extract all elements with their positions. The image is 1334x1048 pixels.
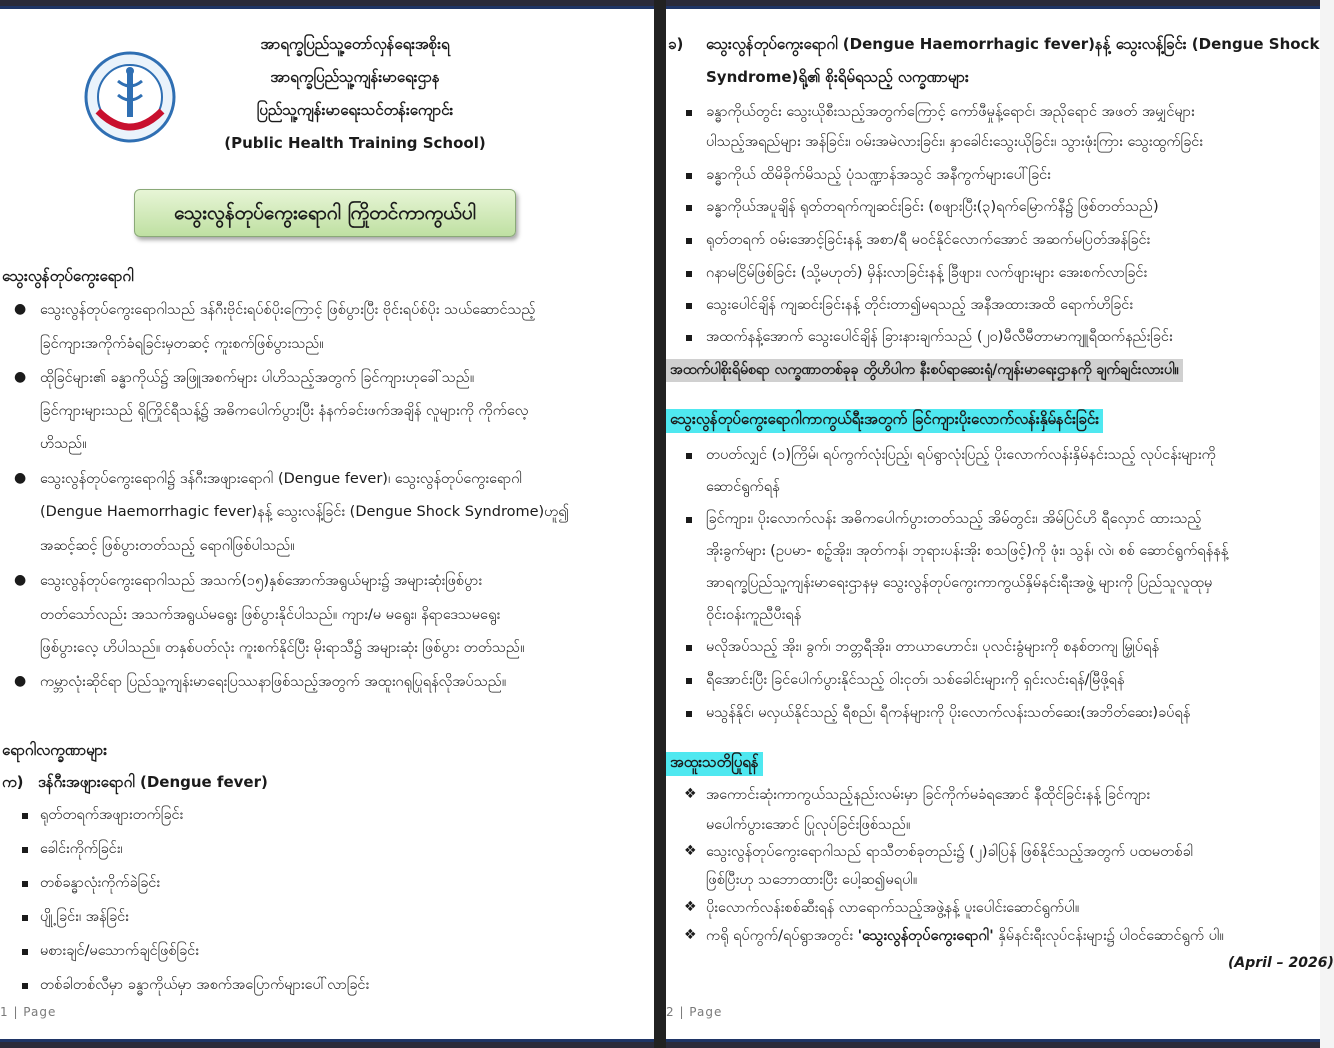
caution-text-c: နှိမ်နင်းရီးလုပ်ငန်းများ၌ ပါဝင်ဆောင်ရွက် ပါ။ (998, 928, 1224, 944)
bullet-dot-icon: ● (14, 673, 27, 689)
warning-sign: အထက်နန့်အောက် သွေးပေါင်ချိန် ခြားနားချက်သည် (၂၀)မီလီမီတာမာကျူရီထက်နည်းခြင်း (706, 329, 1173, 345)
prevention-line-2: အိုးခွက်များ (ဥပမာ- စဉ့်အိုး၊ အုတ်ကန်၊ ဘုရားပန်းအိုး စသဖြင့်)ကို ဖုံး၊ သွန်၊ လဲ၊ စစ် ဆောင်ရွက်ရန်နန့် (706, 543, 1229, 559)
para-1-line-2: ခြင်ကျားအကိုက်ခံရခြင်းမှတဆင့် ကူးစက်ဖြစ်ပွားသည်။ (40, 336, 324, 352)
document-page-2 (666, 6, 1334, 1042)
diamond-bullet-icon: ❖ (684, 843, 697, 859)
bullet-dot-icon: ● (14, 301, 27, 317)
document-page-1 (0, 6, 654, 1042)
para-3-line-1: သွေးလွန်တုပ်ကွေးရောဂါ၌ ဒန်ဂီးအဖျားရောဂါ (Dengue fever)၊ သွေးလွန်တုပ်ကွေးရောဂါ (40, 471, 523, 487)
symptom-item: ခေါင်းကိုက်ခြင်း၊ (40, 841, 123, 857)
para-4-line-2: တတ်သော်လည်း အသက်အရွယ်မရွေး ဖြစ်ပွားနိုင်ပါသည်။ ကျား/မ မရွေး၊ နိရာဒေသမရွေး (40, 607, 501, 623)
section-heading-dengue: သွေးလွန်တုပ်ကွေးရောဂါ (2, 267, 134, 285)
para-2-line-2: ခြင်ကျားများသည် ရိုကြိုင်ရီသန့်၌ အဓိကပေါက်ပွားပြီး နံနက်ခင်းဖက်အချိန် လူများကို ကိုက်လေ့ (40, 403, 529, 419)
square-bullet-icon (686, 453, 692, 459)
section-heading-symptoms: ရောဂါလက္ခဏာများ (2, 741, 108, 759)
sub-a-label: က) (2, 773, 24, 791)
campaign-title: သွေးလွန်တုပ်ကွေးရောဂါ ကြိုတင်ကာကွယ်ပါ (134, 189, 516, 237)
diamond-bullet-icon: ❖ (684, 786, 697, 802)
sub-b-label: ခ) (668, 35, 684, 53)
symptom-item: မစားချင်/မသောက်ချင်ဖြစ်ခြင်း (40, 943, 199, 959)
para-1-line-1: သွေးလွန်တုပ်ကွေးရောဂါသည် ဒန်ဂီးဗိုင်းရပ်စ်ပိုးကြောင့် ဖြစ်ပွားပြီး ဗိုင်းရပ်စ်ပိုး သယ်ဆောင်သည့် (40, 302, 536, 318)
warning-sign-line-2: ပါသည့်အရည်များ အန်ခြင်း၊ ဝမ်းအမဲလားခြင်း၊ နှာခေါင်းသွေးယိုခြင်း၊ သွားဖုံးကြား သွေးထွက်ခြင်း (706, 134, 1203, 150)
square-bullet-icon (686, 678, 692, 684)
diamond-bullet-icon: ❖ (684, 899, 697, 915)
diamond-bullet-icon: ❖ (684, 927, 697, 943)
prevention-item: ရီအောင်းပြီး ခြင်ပေါက်ပွားနိုင်သည့် ဝါးငုတ်၊ သစ်ခေါင်းများကို ရှင်းလင်းရန်/မြီဖို့ရန် (706, 672, 1125, 688)
bullet-dot-icon: ● (14, 470, 27, 486)
square-bullet-icon (22, 983, 28, 989)
square-bullet-icon (22, 949, 28, 955)
para-3-line-2: (Dengue Haemorrhagic fever)နန့် သွေးလန့်ခြင်း (Dengue Shock Syndrome)ဟူ၍ (40, 504, 570, 520)
prevention-line-3: အာရက္ခပြည်သူ့ကျန်းမာရေးဌာနမှ သွေးလွန်တုပ်ကွေးကာကွယ်နှိမ်နင်းရီးအဖွဲ့ များကို ပြည်သူလူထုမှ (706, 575, 1213, 591)
caution-item: ပိုးလောက်လန်းစစ်ဆီးရန် လာရောက်သည့်အဖွဲ့နန့် ပူးပေါင်းဆောင်ရွက်ပါ။ (706, 900, 1080, 916)
square-bullet-icon (686, 238, 692, 244)
para-2-line-1: ထိုခြင်များ၏ ခန္ဓာကိုယ်၌ အဖြူအစက်များ ပါဟိသည့်အတွက် ခြင်ကျားဟုခေါ်သည်။ (40, 370, 475, 386)
square-bullet-icon (686, 303, 692, 309)
page-number: 2 | Page (666, 1005, 723, 1019)
warning-sign: သွေးပေါင်ချိန် ကျဆင်းခြင်းနန့် တိုင်းတာ၍မရသည့် အနီအထားအထိ ရောက်ဟိခြင်း (706, 297, 1134, 313)
square-bullet-icon (686, 173, 692, 179)
sub-b-heading-line2: Syndrome)ရို့၏ စိုးရိမ်ရသည့် လက္ခဏာများ (706, 68, 969, 86)
para-5-line-1: ကမ္ဘာလုံးဆိုင်ရာ ပြည်သူ့ကျန်းမာရေးပြဿနာဖြစ်သည့်အတွက် အထူးဂရုပြုရန်လိုအပ်သည်။ (40, 674, 507, 690)
caution-item-last (706, 927, 1224, 948)
org-name-line1: အာရက္ခပြည်သူ့တော်လှန်ရေးအစိုးရ (260, 35, 450, 53)
health-department-seal-icon (84, 51, 176, 143)
org-name-line3: ပြည်သူ့ကျန်းမာရေးသင်တန်းကျောင်း (256, 101, 454, 119)
warning-sign: ခန္ဓာကိုယ် ထိမိခိုက်မိသည့် ပုံသဏ္ဍာန်အသွင် အနီကွက်များပေါ်ခြင်း (706, 167, 1051, 183)
org-name-line2: အာရက္ခပြည်သူ့ကျန်းမာရေးဌာန (270, 68, 440, 86)
page-divider (654, 0, 666, 1048)
sub-b-heading-line1: သွေးလွန်တုပ်ကွေးရောဂါ (Dengue Haemorrhagic fever)နန့် သွေးလန့်ခြင်း (Dengue Shock (706, 35, 1320, 53)
prevention-line-1: တပတ်လျှင် (၁)ကြိမ်၊ ရပ်ကွက်လုံးပြည့်၊ ရပ်ရွာလုံးပြည့် ပိုးလောက်လန်းနှိမ်နင်းသည့် လုပ်ငန်းများကို (706, 447, 1216, 463)
bullet-dot-icon: ● (14, 572, 27, 588)
square-bullet-icon (686, 517, 692, 523)
caution-line-2: မပေါက်ပွားအောင် ပြုလုပ်ခြင်းဖြစ်သည်။ (706, 817, 911, 833)
square-bullet-icon (22, 813, 28, 819)
caution-text-a: ကရို ရပ်ကွက်/ရပ်ရွာအတွင်း (706, 928, 854, 944)
square-bullet-icon (686, 711, 692, 717)
section-heading-prevention: သွေးလွန်တုပ်ကွေးရောဂါကာကွယ်ရီးအတွက် ခြင်ကျားပိုးလောက်လန်းနှိမ်နင်းခြင်း (666, 409, 1103, 433)
caution-text-bold: 'သွေးလွန်တုပ်ကွေးရောဂါ' (857, 928, 994, 944)
warning-sign: ရုတ်တရက် ဝမ်းအောင့်ခြင်းနန့် အစာ/ရီ မဝင်နိုင်လောက်အောင် အဆက်မပြတ်အန်ခြင်း (706, 232, 1151, 248)
urgent-warning-banner: အထက်ပါစိုးရိမ်စရာ လက္ခဏာတစ်ခုခု တွိဟိပါက နီးစပ်ရာဆေးရုံ/ကျန်းမာရေးဌာနကို ချက်ချင်းလားပါ။ (666, 359, 1183, 382)
square-bullet-icon (686, 271, 692, 277)
org-name-line4: (Public Health Training School) (224, 134, 486, 152)
symptom-item: ပျို့ခြင်း၊ အန်ခြင်း (40, 909, 129, 925)
symptom-item: ရုတ်တရက်အဖျားတက်ခြင်း (40, 807, 184, 823)
page-number: 1 | Page (0, 1005, 57, 1019)
prevention-line-4: ဝိုင်းဝန်းကူညီပီးရန် (706, 607, 802, 623)
warning-sign: ခန္ဓာကိုယ်အပူချိန် ရုတ်တရက်ကျဆင်းခြင်း (စဖျားပြီး(၃)ရက်မြောက်နီ၌ ဖြစ်တတ်သည်) (706, 199, 1159, 215)
warning-sign: ဂနာမငြိမ်ဖြစ်ခြင်း (သို့မဟုတ်) မှိန်းလာခြင်းနန့် ခြီဖျား၊ လက်ဖျားများ အေးစက်လာခြင်း (706, 265, 1148, 281)
sub-a-heading: ဒန်ဂီးအဖျားရောဂါ (Dengue fever) (38, 773, 268, 791)
para-4-line-1: သွေးလွန်တုပ်ကွေးရောဂါသည် အသက်(၁၅)နှစ်အောက်အရွယ်များ၌ အများဆုံးဖြစ်ပွား (40, 573, 482, 589)
document-date: (April – 2026) (1228, 955, 1334, 971)
square-bullet-icon (686, 205, 692, 211)
square-bullet-icon (686, 645, 692, 651)
bullet-dot-icon: ● (14, 369, 27, 385)
para-3-line-3: အဆင့်ဆင့် ဖြစ်ပွားတတ်သည့် ရောဂါဖြစ်ပါသည်။ (40, 538, 295, 554)
prevention-item: မသွန်နိုင်၊ မလှယ်နိုင်သည့် ရီစည်၊ ရီကန်များကို ပိုးလောက်လန်းသတ်ဆေး(အဘိတ်ဆေး)ခပ်ရန် (706, 705, 1191, 721)
square-bullet-icon (686, 335, 692, 341)
prevention-line-1: ခြင်ကျား၊ ပိုးလောက်လန်း အဓိကပေါက်ပွားတတ်သည့် အိမ်တွင်း၊ အိမ်ပြင်ဟိ ရီလှောင် ထားသည့် (706, 511, 1202, 527)
symptom-item: တစ်ခန္ဓာလုံးကိုက်ခဲခြင်း (40, 875, 161, 891)
square-bullet-icon (22, 915, 28, 921)
para-2-line-3: ဟိသည်။ (40, 436, 87, 452)
section-heading-caution: အထူးသတိပြုရန် (666, 752, 763, 776)
warning-sign-line-1: ခန္ဓာကိုယ်တွင်း သွေးယိုစီးသည့်အတွက်ကြောင့် ကော်ဖီမှုန့်ရောင်၊ အညိုရောင် အဖတ် အမျှင်များ (706, 104, 1195, 120)
square-bullet-icon (22, 881, 28, 887)
caution-line-1: သွေးလွန်တုပ်ကွေးရောဂါသည် ရာသီတစ်ခုတည်း၌ (၂)ခါပြန် ဖြစ်နိုင်သည့်အတွက် ပထမတစ်ခါ (706, 844, 1194, 860)
caution-line-1: အကောင်းဆုံးကာကွယ်သည့်နည်းလမ်းမှာ ခြင်ကိုက်မခံရအောင် နီထိုင်ခြင်းနန့် ခြင်ကျား (706, 787, 1151, 803)
para-4-line-3: ဖြစ်ပွားလေ့ ဟိပါသည်။ တနှစ်ပတ်လုံး ကူးစက်နိုင်ပြီး မိုးရာသီ၌ အများဆုံး ဖြစ်ပွား တတ်သည်။ (40, 640, 525, 656)
symptom-item: တစ်ခါတစ်လီမှာ ခန္ဓာကိုယ်မှာ အစက်အပြောက်များပေါ်လာခြင်း (40, 977, 370, 993)
square-bullet-icon (22, 847, 28, 853)
square-bullet-icon (686, 110, 692, 116)
caution-line-2: ဖြစ်ပြီးဟု သဘောထားပြီး ပေါ့ဆ၍မရပါ။ (706, 872, 918, 888)
prevention-line-2: ဆောင်ရွက်ရန် (706, 479, 780, 495)
prevention-item: မလိုအပ်သည့် အိုး၊ ခွက်၊ ဘတ္တရီအိုး၊ တာယာဟောင်း၊ ပုလင်းခွံများကို စနစ်တကျ မြှုပ်ရန် (706, 639, 1160, 655)
